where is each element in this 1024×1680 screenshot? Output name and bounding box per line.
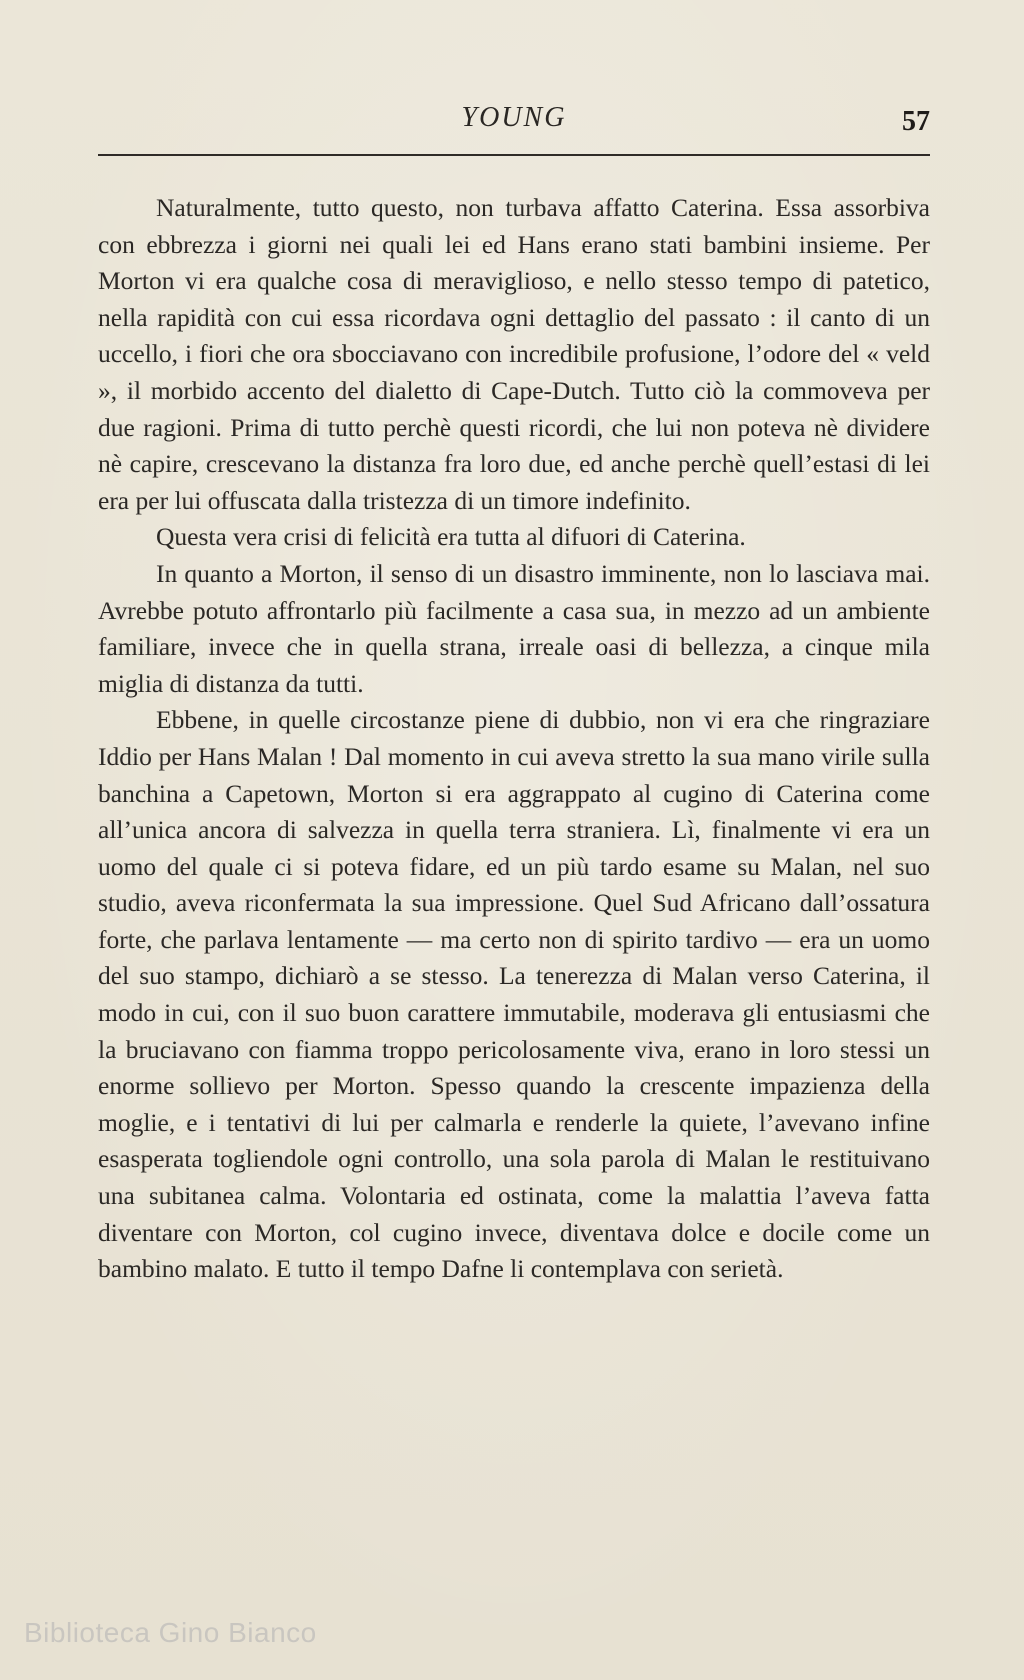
library-watermark: Biblioteca Gino Bianco <box>24 1617 317 1648</box>
paragraph-3: In quanto a Morton, il senso di un disastro imminente, non lo lasciava mai. Avrebbe potuto affrontarlo più facilmente a casa sua, in mezzo ad un ambiente familiare, invece che in quella strana, irreale oasi di bellezza, a cinque mila miglia di distanza da tutti. <box>98 558 930 698</box>
running-head <box>98 96 930 140</box>
header-rule <box>98 154 930 156</box>
paragraph-1: Naturalmente, tutto questo, non turbava affatto Caterina. Essa assorbiva con ebbrezza i giorni nei quali lei ed Hans erano stati bambini insieme. Per Morton vi era qualche cosa di meraviglioso, e nello stesso tempo di patetico, nella rapidità con cui essa ricordava ogni dettaglio del passato : il canto di un uccello, i fiori che ora sbocciavano con incredibile profusione, l’odore del « veld », il morbido accento del dialetto di Cape-Dutch. Tutto ciò la commoveva per due ragioni. Prima di tutto perchè questi ricordi, che lui non poteva nè dividere nè capire, crescevano la distanza fra loro due, ed anche perchè quell’estasi di lei era per lui offuscata dalla tristezza di un timore indefinito. <box>98 193 930 515</box>
paragraph-2: Questa vera crisi di felicità era tutta al difuori di Caterina. <box>156 522 746 552</box>
body-text <box>98 190 930 1288</box>
page-number: 57 <box>902 106 930 137</box>
running-head-title: YOUNG <box>461 102 567 133</box>
paragraph-4: Ebbene, in quelle circostanze piene di dubbio, non vi era che ringraziare Iddio per Hans Malan ! Dal momento in cui aveva stretto la sua mano virile sulla banchina a Capetown, Morton si era aggrappato al cugino di Caterina come all’unica ancora di salvezza in quella terra straniera. Lì, finalmente vi era un uomo del quale ci si poteva fidare, ed un più tardo esame su Malan, nel suo studio, aveva riconfermata la sua impressione. Quel Sud Africano dall’ossatura forte, che parlava lentamente — ma certo non di spirito tardivo — era un uomo del suo stampo, dichiarò a se stesso. La tenerezza di Malan verso Caterina, il modo in cui, con il suo buon carattere immutabile, moderava gli entusiasmi che la bruciavano con fiamma troppo pericolosamente viva, erano in loro stessi un enorme sollievo per Morton. Spesso quando la crescente impazienza della moglie, e i tentativi di lui per calmarla e renderle la quiete, l’avevano infine esasperata togliendole ogni controllo, una sola parola di Malan le restituivano una subitanea calma. Volontaria ed ostinata, come la malattia l’aveva fatta diventare con Morton, col cugino invece, diventava dolce e docile come un bambino malato. E tutto il tempo Dafne li contemplava con serietà. <box>98 705 930 1284</box>
